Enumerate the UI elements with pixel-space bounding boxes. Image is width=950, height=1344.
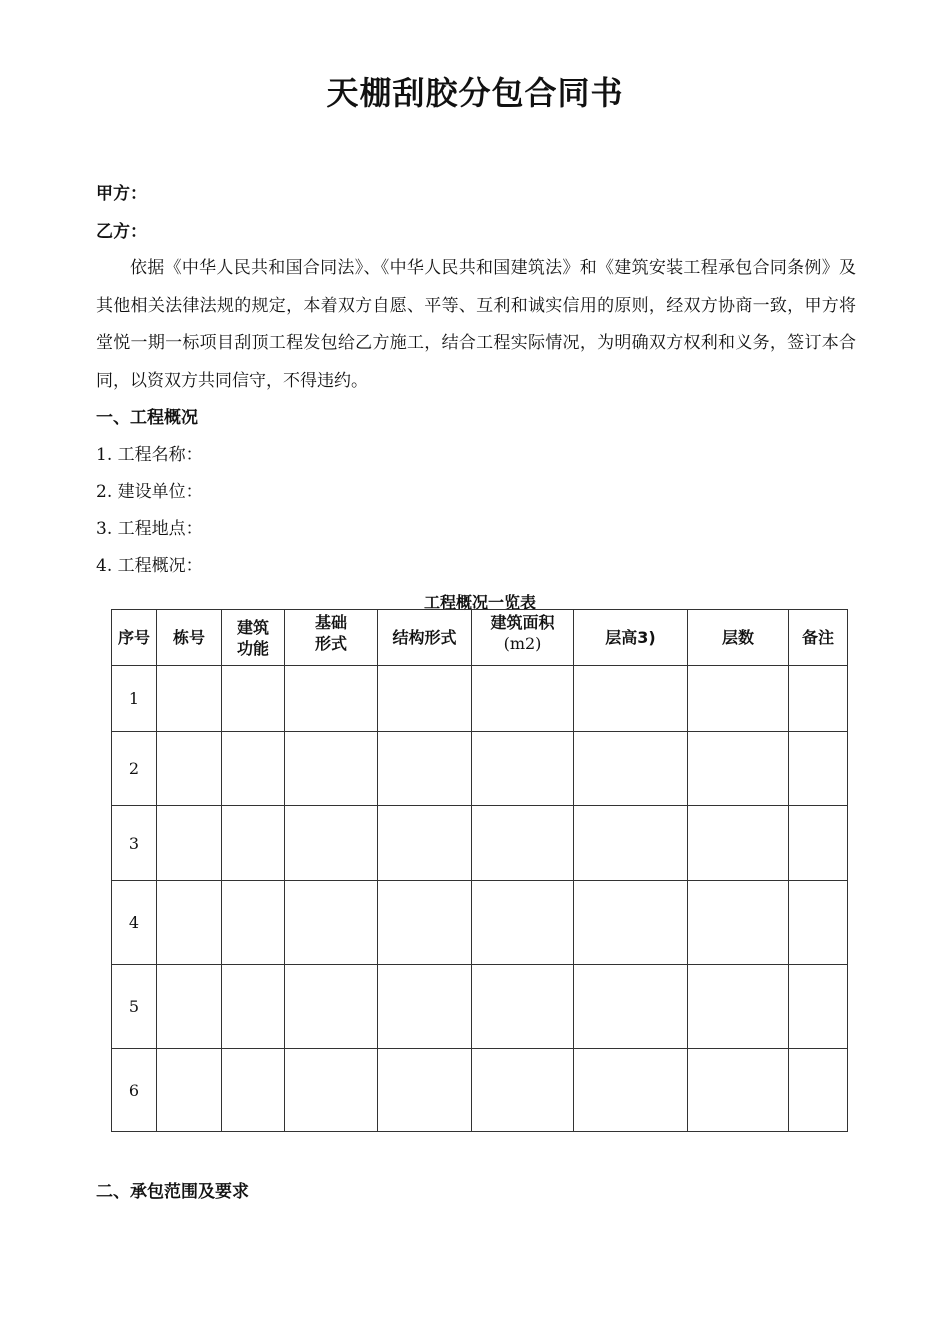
- table-cell: [378, 1049, 472, 1132]
- table-cell: [285, 881, 378, 965]
- table-cell: [688, 881, 789, 965]
- table-cell: [378, 666, 472, 732]
- table-cell: [222, 965, 285, 1049]
- header-cell-no: [112, 610, 157, 666]
- table-cell: [285, 965, 378, 1049]
- item-construction-unit: 2. 建设单位：: [96, 482, 203, 502]
- table-cell: [285, 806, 378, 881]
- table-cell: [222, 881, 285, 965]
- table-cell: [574, 965, 688, 1049]
- table-cell: [472, 881, 574, 965]
- header-cell-floors: [688, 610, 789, 666]
- item-project-location: 3. 工程地点：: [96, 519, 203, 539]
- table-row: [112, 666, 848, 732]
- row-number-cell: 4: [112, 881, 157, 965]
- table-cell: [157, 732, 222, 806]
- table-cell: [789, 1049, 848, 1132]
- table-cell: [285, 666, 378, 732]
- party-b-label: 乙方：: [96, 222, 147, 242]
- table-row: [112, 806, 848, 881]
- header-cell-foundation-type: [285, 610, 378, 666]
- header-text: 结构形式: [392, 628, 457, 647]
- row-number-cell: 2: [112, 732, 157, 806]
- table-cell: [789, 806, 848, 881]
- table-cell: [574, 806, 688, 881]
- header-text: 层数: [721, 628, 754, 647]
- row-number-cell: 3: [112, 806, 157, 881]
- header-cell-building-function: [222, 610, 285, 666]
- header-text: (m2): [503, 634, 542, 653]
- table-cell: [789, 732, 848, 806]
- table-cell: [574, 666, 688, 732]
- header-text: 基础: [314, 613, 347, 632]
- table-cell: [688, 1049, 789, 1132]
- table-cell: [378, 806, 472, 881]
- header-text: 功能: [236, 638, 269, 658]
- table-cell: [789, 881, 848, 965]
- table-row: [112, 1049, 848, 1132]
- table-cell: [688, 732, 789, 806]
- row-number-cell: 5: [112, 965, 157, 1049]
- table-cell: [472, 732, 574, 806]
- header-text: 建筑: [236, 617, 269, 637]
- table-cell: [157, 806, 222, 881]
- table-cell: [472, 666, 574, 732]
- table-header-row: [112, 610, 848, 666]
- table-cell: [472, 1049, 574, 1132]
- header-cell-building-no: [157, 610, 222, 666]
- party-a-label: 甲方：: [96, 184, 147, 204]
- table-cell: [688, 806, 789, 881]
- table-cell: [157, 666, 222, 732]
- table-cell: [574, 881, 688, 965]
- table-cell: [157, 881, 222, 965]
- table-cell: [688, 666, 789, 732]
- table-row: [112, 881, 848, 965]
- header-text: 序号: [117, 628, 150, 647]
- table-caption: 工程概况一览表: [423, 593, 536, 612]
- section-heading-contract-scope: 二、承包范围及要求: [96, 1182, 249, 1202]
- table-cell: [222, 666, 285, 732]
- item-project-name: 1. 工程名称：: [96, 445, 203, 465]
- table-cell: [378, 732, 472, 806]
- table-cell: [378, 881, 472, 965]
- table-row: [112, 732, 848, 806]
- table-cell: [222, 732, 285, 806]
- section-heading-project-overview: 一、工程概况: [96, 408, 198, 428]
- header-cell-building-area: [472, 610, 574, 666]
- table-cell: [378, 965, 472, 1049]
- table-cell: [285, 732, 378, 806]
- table-row: [112, 965, 848, 1049]
- header-text: 层高3): [605, 628, 656, 647]
- table-cell: [222, 806, 285, 881]
- row-number-cell: 1: [112, 666, 157, 732]
- row-number-cell: 6: [112, 1049, 157, 1132]
- table-cell: [574, 732, 688, 806]
- header-cell-floor-height: [574, 610, 688, 666]
- header-text: 形式: [314, 634, 347, 653]
- header-text: 栋号: [172, 628, 205, 647]
- header-text: 备注: [801, 628, 834, 647]
- table-cell: [789, 666, 848, 732]
- table-cell: [688, 965, 789, 1049]
- project-overview-table: [111, 609, 848, 1132]
- table-cell: [157, 1049, 222, 1132]
- table-cell: [472, 806, 574, 881]
- intro-paragraph: 依据《中华人民共和国合同法》、《中华人民共和国建筑法》和《建筑安装工程承包合同条例》及其他相关法律法规的规定，本着双方自愿、平等、互利和诚实信用的原则，经双方协商一致，甲方将堂悦一期一标项目刮顶工程发包给乙方施工，结合工程实际情况，为明确双方权利和义务，签订本合同，以资双方共同信守，不得违约。: [96, 258, 856, 391]
- header-cell-remarks: [789, 610, 848, 666]
- header-cell-structure-type: [378, 610, 472, 666]
- table-cell: [574, 1049, 688, 1132]
- table-cell: [285, 1049, 378, 1132]
- table-cell: [157, 965, 222, 1049]
- table-cell: [472, 965, 574, 1049]
- header-text: 建筑面积: [490, 613, 555, 632]
- document-title: 天棚刮胶分包合同书: [326, 74, 624, 112]
- table-cell: [222, 1049, 285, 1132]
- item-project-overview: 4. 工程概况：: [96, 556, 203, 576]
- table-cell: [789, 965, 848, 1049]
